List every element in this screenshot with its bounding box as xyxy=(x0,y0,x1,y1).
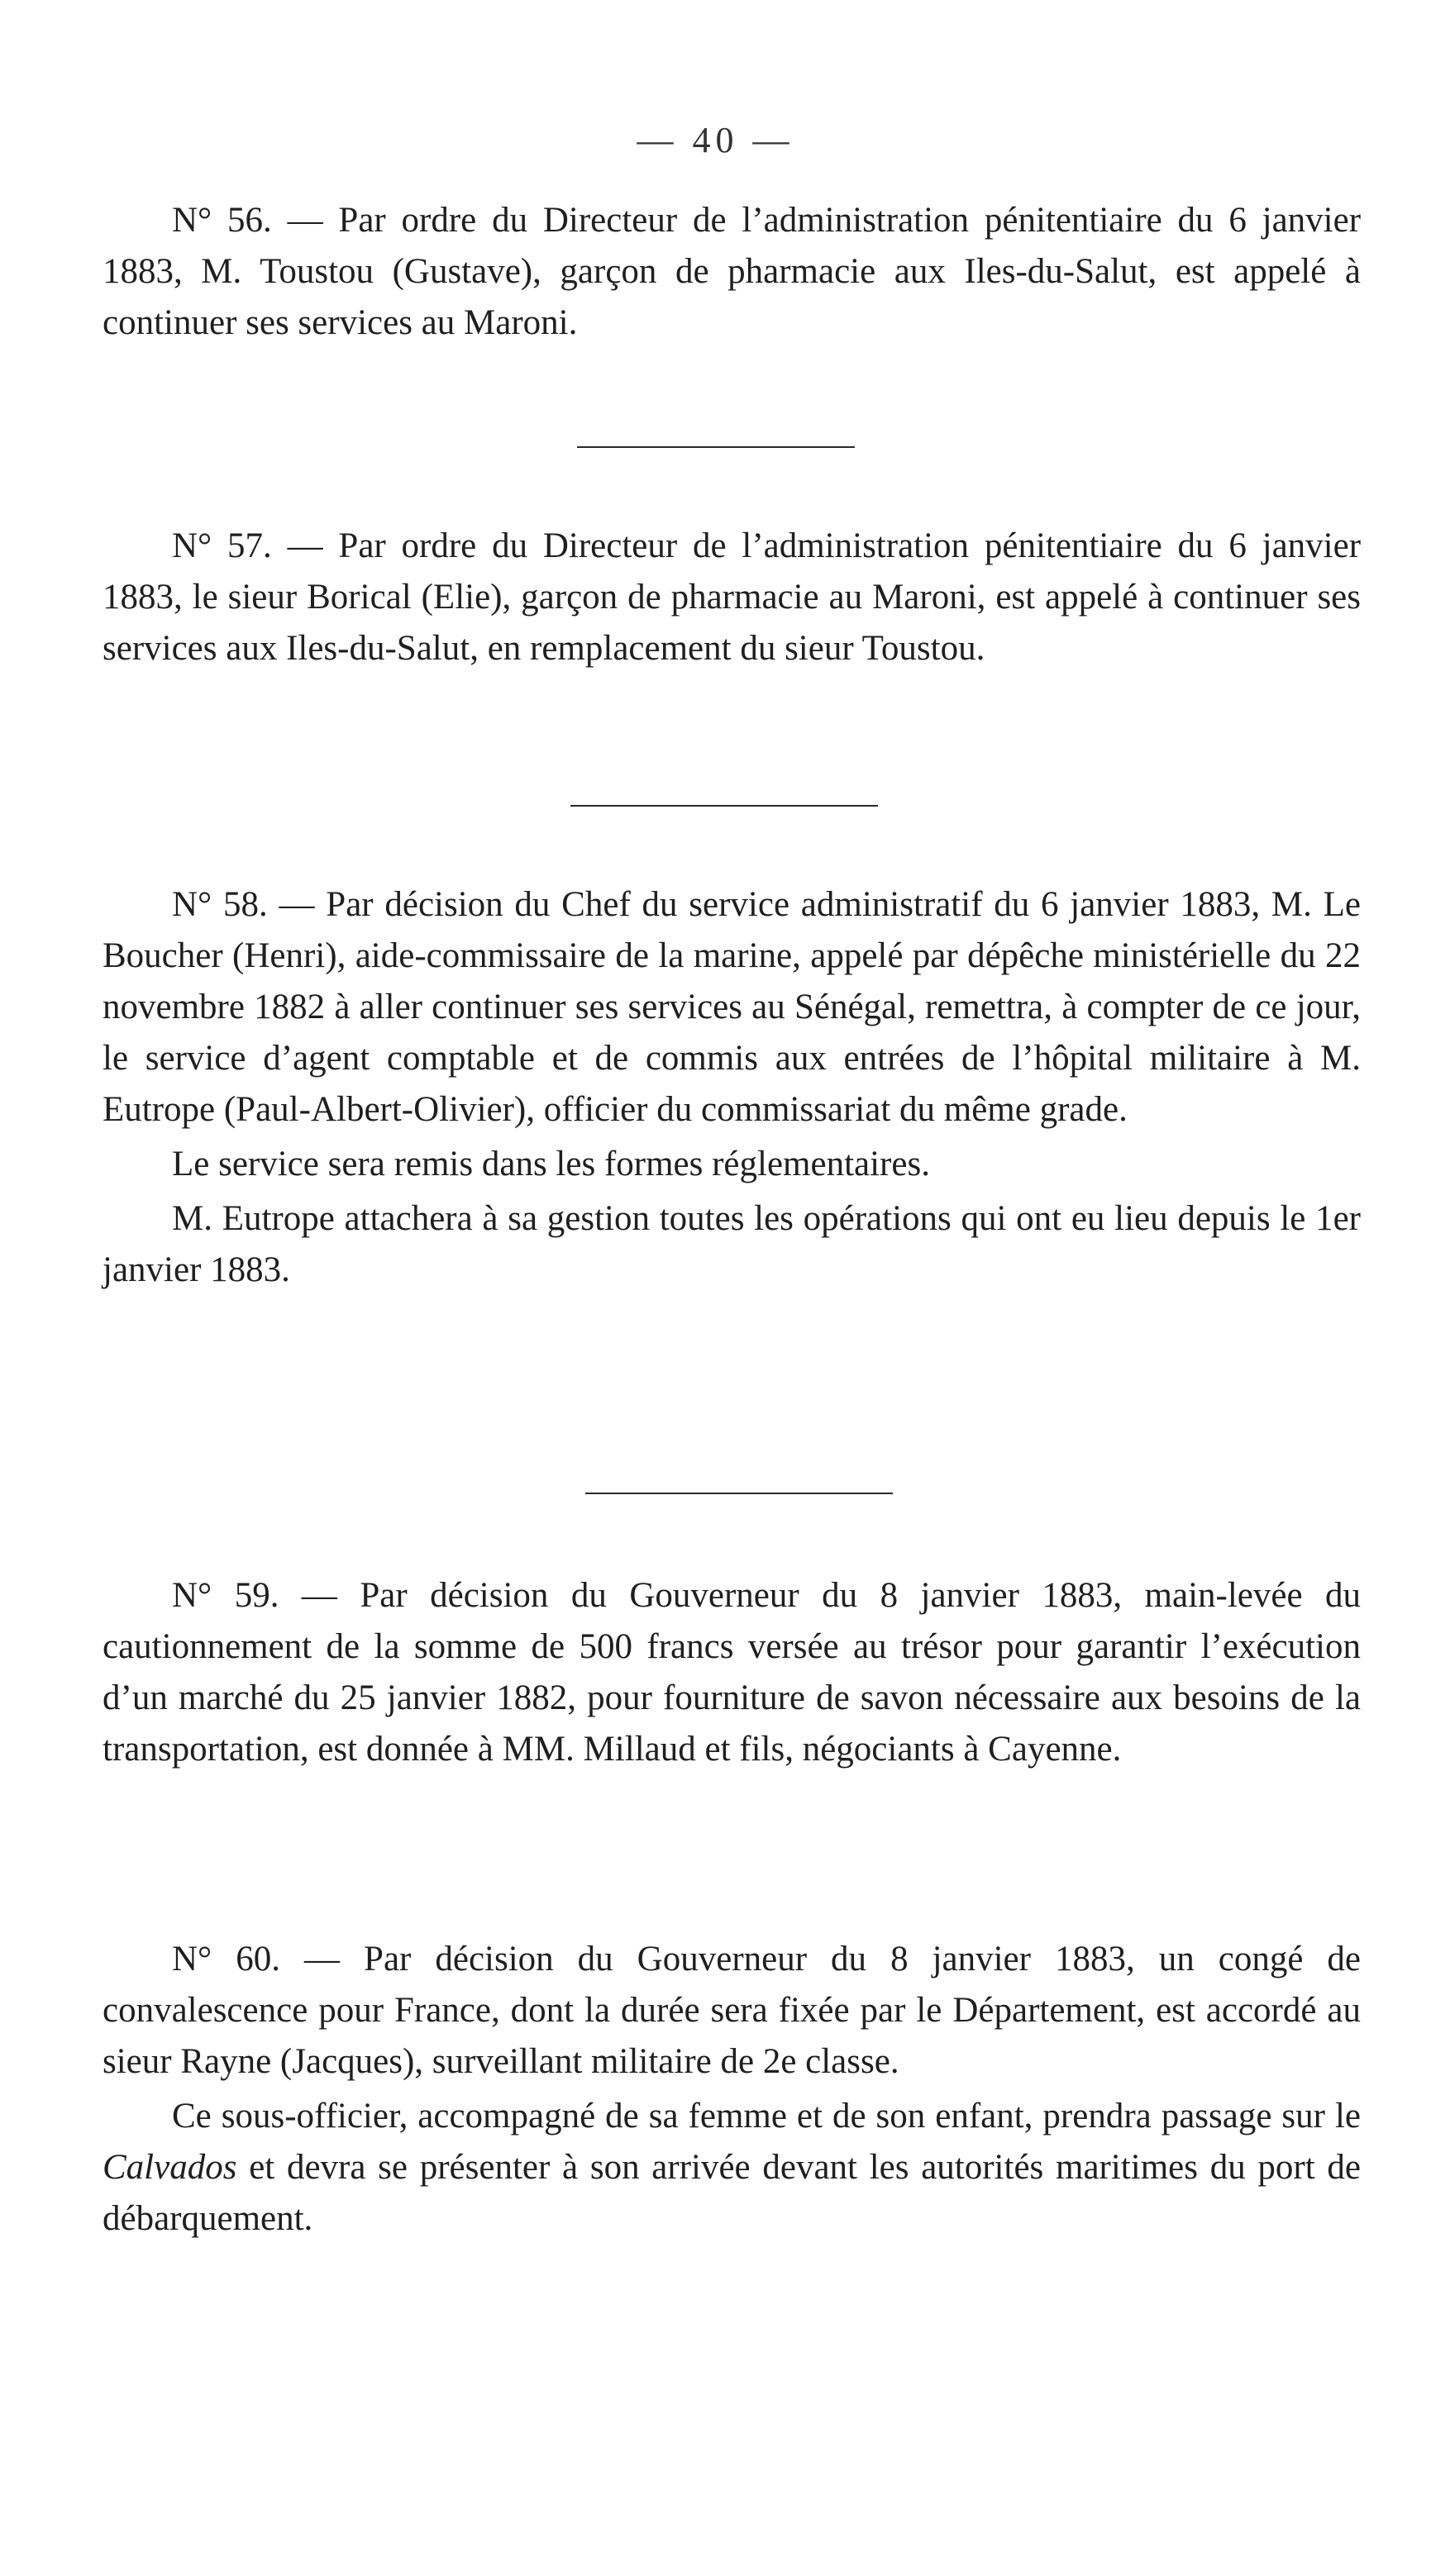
entry-59 xyxy=(103,1570,1361,1775)
entry-paragraph xyxy=(103,195,1361,349)
entry-number: N° 58. xyxy=(172,885,268,924)
entry-paragraph xyxy=(103,521,1361,674)
entry-text: — Par ordre du Directeur de l’administration pénitentiaire du 6 janvier 1883, M. Toustou (Gustave), garçon de pharmacie aux Iles-du-Salut, est appelé à continuer ses services au Maroni. xyxy=(103,201,1362,342)
entry-56 xyxy=(103,195,1361,349)
entry-text: — Par ordre du Directeur de l’administration pénitentiaire du 6 janvier 1883, le sieur Borical (Elie), garçon de pharmacie au Maroni, est appelé à continuer ses services aux Iles-du-Salut, en remplacement du sieur Toustou. xyxy=(103,526,1362,668)
separator-rule xyxy=(570,805,878,807)
entry-number: N° 56. xyxy=(172,201,272,240)
entry-text: — Par décision du Gouverneur du 8 janvier 1883, un congé de convalescence pour France, dont la durée sera fixée par le Département, est accordé au sieur Rayne (Jacques), surveillant militaire de 2e classe. xyxy=(103,1940,1362,2081)
entry-paragraph xyxy=(103,879,1361,1136)
entry-number: N° 59. xyxy=(172,1576,279,1615)
entry-number: N° 57. xyxy=(172,526,272,565)
entry-text: Ce sous-officier, accompagné de sa femme et de son enfant, prendra passage sur le xyxy=(172,2097,1361,2136)
entry-58 xyxy=(103,879,1361,1296)
entry-paragraph xyxy=(103,1570,1361,1775)
entry-text: — Par décision du Chef du service administratif du 6 janvier 1883, M. Le Boucher (Henri), aide-commissaire de la marine, appelé par dépêche ministérielle du 22 novembre 1882 à aller continuer ses services au Sénégal, remettra, à compter de ce jour, le service d’agent comptable et de commis aux entrées de l’hôpital militaire à M. Eutrope (Paul-Albert-Olivier), officier du commissariat du même grade. xyxy=(103,885,1362,1129)
entry-57 xyxy=(103,521,1361,674)
entry-paragraph xyxy=(103,1934,1361,2088)
page-number: — 40 — xyxy=(637,120,794,160)
entry-paragraph: M. Eutrope attachera à sa gestion toutes les opérations qui ont eu lieu depuis le 1er janvier 1883. xyxy=(103,1199,1361,1289)
entry-number: N° 60. xyxy=(172,1940,281,1978)
entry-paragraph: Le service sera remis dans les formes réglementaires. xyxy=(172,1145,930,1183)
entry-60 xyxy=(103,1934,1361,2245)
entry-paragraph xyxy=(103,2091,1361,2245)
separator-rule xyxy=(585,1493,893,1494)
separator-rule xyxy=(577,446,855,448)
entry-text: et devra se présenter à son arrivée devant les autorités maritimes du port de débarquement. xyxy=(103,2148,1361,2238)
ship-name: Calvados xyxy=(103,2148,237,2187)
entry-text: — Par décision du Gouverneur du 8 janvier 1883, main-levée du cautionnement de la somme de 500 francs versée au trésor pour garantir l’exécution d’un marché du 25 janvier 1882, pour fourniture de savon nécessaire aux besoins de la transportation, est donnée à MM. Millaud et fils, négociants à Cayenne. xyxy=(103,1576,1362,1769)
